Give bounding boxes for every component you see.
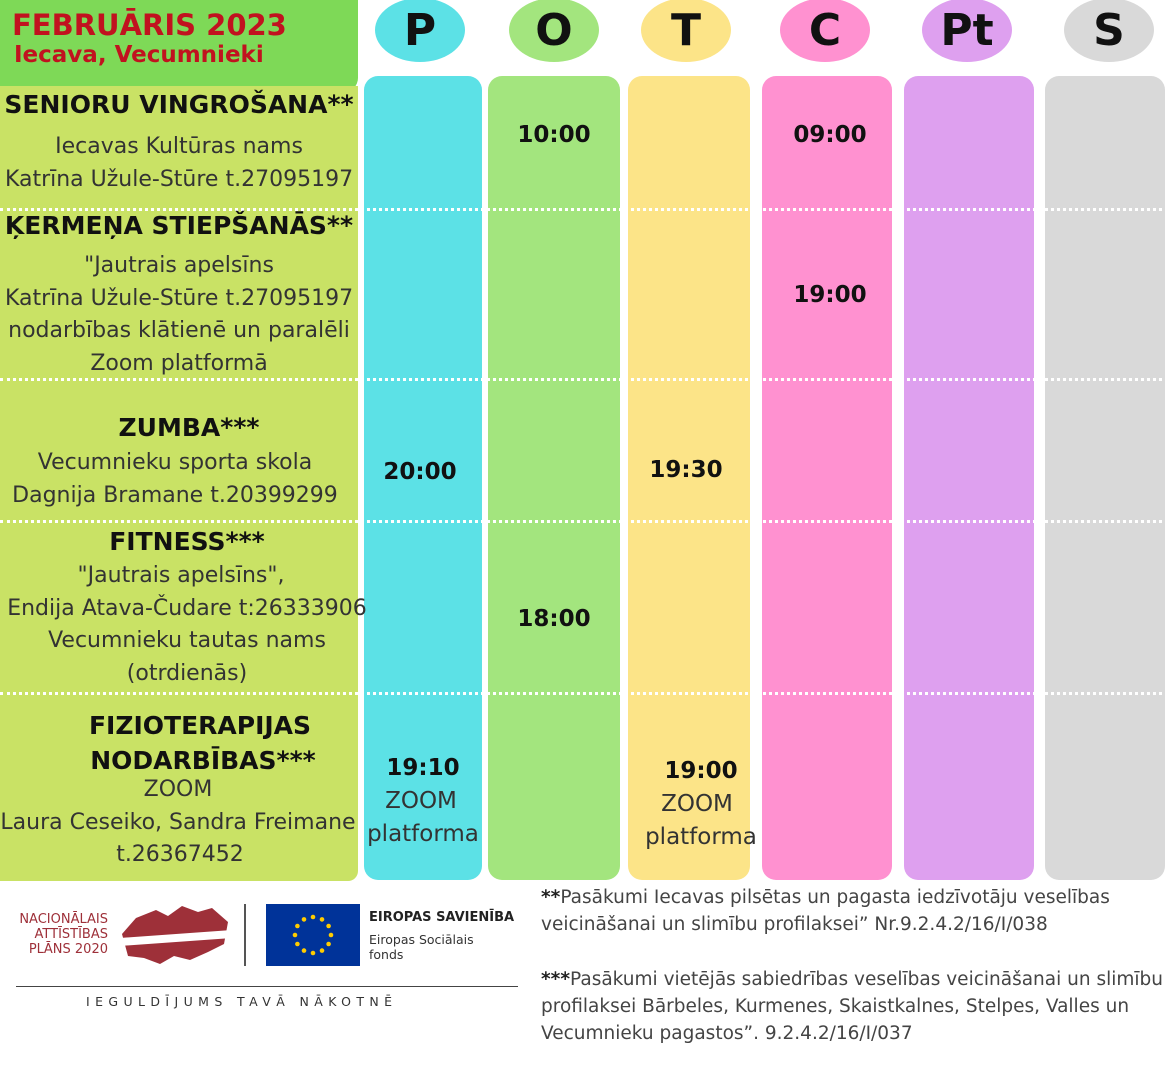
activity-title-senioru: SENIORU VINGROŠANA** bbox=[4, 90, 354, 119]
activity-title-fizio-2: NODARBĪBAS*** bbox=[90, 746, 316, 775]
time-fizio-p: 19:10 bbox=[386, 755, 460, 781]
footnote-line: Pasākumi Iecavas pilsētas un pagasta iedzīvotāju veselības bbox=[560, 887, 1110, 908]
logo-divider bbox=[244, 904, 246, 966]
activity-line: Katrīna Užule-Stūre t.27095197 bbox=[4, 167, 354, 192]
note-fizio-t-2: platforma bbox=[645, 824, 757, 850]
footnote-line: veicināšanai un slimību profilaksei” Nr.9.2.4.2/16/I/038 bbox=[541, 914, 1048, 935]
row-separator bbox=[0, 520, 1175, 523]
activity-line: t.26367452 bbox=[116, 842, 244, 867]
eu-title: EIROPAS SAVIENĪBA bbox=[369, 910, 515, 925]
day-column-c bbox=[762, 76, 892, 880]
day-label-p: P bbox=[375, 0, 465, 62]
activity-title-fizio: FIZIOTERAPIJAS bbox=[88, 711, 312, 740]
activity-line: Dagnija Bramane t.20399299 bbox=[12, 483, 338, 508]
time-kermena-c: 19:00 bbox=[793, 282, 867, 308]
activity-line: Katrīna Užule-Stūre t.27095197 bbox=[4, 286, 354, 311]
note-fizio-t: ZOOM bbox=[661, 791, 733, 817]
activity-line: Iecavas Kultūras nams bbox=[55, 134, 303, 159]
activity-line: "Jautrais apelsīns", bbox=[77, 563, 285, 588]
time-senioru-o: 10:00 bbox=[517, 122, 591, 148]
activity-title-zumba: ZUMBA*** bbox=[118, 413, 260, 442]
nap-line: ATTĪSTĪBAS bbox=[34, 927, 108, 942]
nap-line: PLĀNS 2020 bbox=[28, 942, 108, 957]
activity-line: Vecumnieku tautas nams bbox=[48, 628, 326, 653]
eu-flag-icon bbox=[266, 904, 360, 966]
activity-line: Endija Atava-Čudare t:26333906 bbox=[7, 596, 367, 621]
footnote-1 bbox=[541, 884, 1171, 938]
time-zumba-t: 19:30 bbox=[649, 457, 723, 483]
day-label-t: T bbox=[641, 0, 731, 62]
nap-line: NACIONĀLAIS bbox=[19, 912, 108, 927]
time-fitness-o: 18:00 bbox=[517, 606, 591, 632]
note-fizio-p-2: platforma bbox=[367, 821, 479, 847]
activity-line: ZOOM bbox=[143, 777, 213, 802]
day-column-pt bbox=[904, 76, 1034, 880]
footnote-line: profilaksei Bārbeles, Kurmenes, Skaistkalnes, Stelpes, Valles un bbox=[541, 996, 1130, 1017]
page-title: FEBRUĀRIS 2023 bbox=[12, 8, 287, 42]
day-column-o bbox=[488, 76, 620, 880]
activity-title-kermena: ĶERMEŅA STIEPŠANĀS** bbox=[4, 211, 354, 240]
activity-title-fitness: FITNESS*** bbox=[109, 527, 265, 556]
day-label-s: S bbox=[1064, 0, 1154, 62]
row-separator bbox=[0, 378, 1175, 381]
time-senioru-c: 09:00 bbox=[793, 122, 867, 148]
note-fizio-p: ZOOM bbox=[385, 788, 457, 814]
activity-line: "Jautrais apelsīns bbox=[84, 253, 274, 278]
row-separator bbox=[0, 692, 1175, 695]
day-label-o: O bbox=[509, 0, 599, 62]
footnote-2 bbox=[541, 966, 1171, 1047]
footer-rule bbox=[16, 986, 518, 987]
time-fizio-t: 19:00 bbox=[664, 758, 738, 784]
activity-line: Zoom platformā bbox=[90, 351, 268, 376]
day-column-s bbox=[1045, 76, 1165, 880]
latvia-map-icon bbox=[116, 900, 236, 970]
activity-line: Vecumnieku sporta skola bbox=[37, 450, 313, 475]
page-subtitle: Iecava, Vecumnieki bbox=[14, 42, 264, 68]
footnote-mark: *** bbox=[541, 969, 571, 990]
time-zumba-p: 20:00 bbox=[383, 459, 457, 485]
eu-sub-line: Eiropas Sociālais bbox=[369, 932, 474, 947]
footnote-line: Pasākumi vietējās sabiedrības veselības veicināšanai un slimību bbox=[570, 969, 1164, 990]
eu-sub-line: fonds bbox=[369, 947, 404, 962]
footnote-mark: ** bbox=[541, 887, 561, 908]
day-label-c: C bbox=[780, 0, 870, 62]
eu-subtitle bbox=[369, 932, 474, 962]
footnote-line: Vecumnieku pagastos”. 9.2.4.2/16/I/037 bbox=[541, 1023, 913, 1044]
nap-logo-text bbox=[14, 912, 108, 957]
activity-line: Laura Ceseiko, Sandra Freimane bbox=[0, 810, 356, 835]
slogan: IEGULDĪJUMS TAVĀ NĀKOTNĒ bbox=[86, 994, 398, 1009]
day-label-pt: Pt bbox=[922, 0, 1012, 62]
activity-line: (otrdienās) bbox=[126, 661, 248, 686]
activity-line: nodarbības klātienē un paralēli bbox=[8, 318, 350, 343]
